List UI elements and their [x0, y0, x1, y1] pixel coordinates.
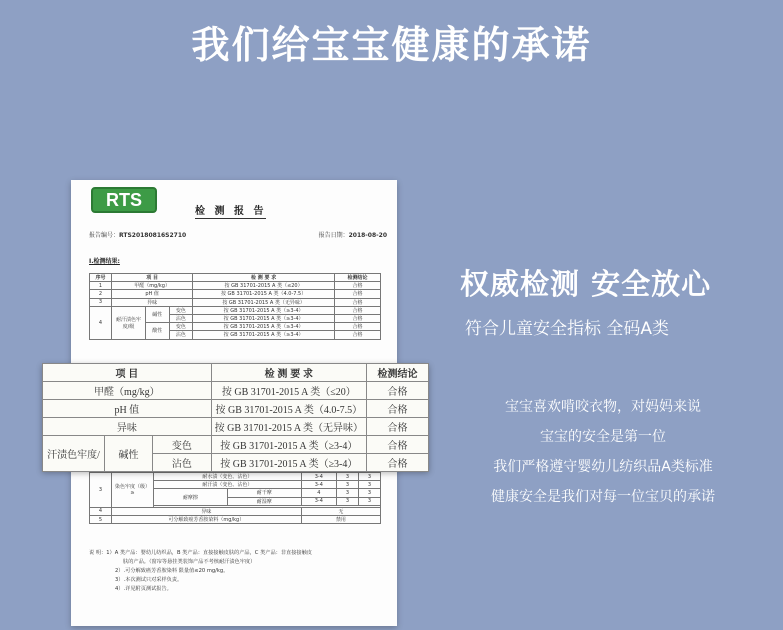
description-line: 健康安全是我们对每一位宝贝的承诺	[491, 489, 715, 505]
cell: 甲醛（mg/kg）	[112, 282, 193, 290]
cell: 异味	[43, 418, 212, 436]
table-row	[90, 290, 381, 298]
cell: 4	[301, 489, 336, 497]
cell: 按 GB 31701-2015 A 类（≥3-4）	[193, 314, 335, 322]
note-line: 3）.本次测试只对采样负责。	[115, 577, 183, 583]
report-date: 报告日期：2018-08-20	[318, 232, 387, 239]
cell: 汗渍色牢度/	[43, 436, 105, 472]
col-header: 检测结论	[335, 274, 381, 282]
cell: 3	[358, 497, 380, 505]
table-row	[90, 507, 381, 515]
cell: 染色牢度（级）≥	[112, 473, 154, 508]
cell: 耐干摩	[227, 489, 301, 497]
cell: 碱性	[105, 436, 153, 472]
report-title: 检 测 报 告	[195, 202, 266, 219]
cell: 酸性	[146, 323, 170, 339]
cell: 禁用	[301, 515, 380, 523]
description-line: 我们严格遵守婴幼儿纺织品A类标准	[493, 459, 713, 475]
note-line: 4）.详见附页测试报告。	[115, 586, 172, 592]
cell: 耐摩擦	[154, 489, 228, 505]
cell: 3	[90, 473, 112, 508]
table-row	[90, 515, 381, 523]
table-row	[90, 298, 381, 306]
cell: 4	[90, 507, 112, 515]
description-line: 宝宝喜欢啃咬衣物，对妈妈来说	[505, 399, 701, 415]
cell: 合格	[367, 418, 429, 436]
cell: 按 GB 31701-2015 A 类（≥3-4）	[193, 331, 335, 339]
cell: 无	[301, 507, 380, 515]
cell: 碱性	[146, 306, 170, 322]
zoomed-results-table	[42, 363, 429, 471]
table-row	[90, 282, 381, 290]
cell: 可分解致癌芳香胺染料（mg/kg）	[112, 515, 302, 523]
cell: pH 值	[43, 400, 212, 418]
cell: 3-4	[301, 481, 336, 489]
table-row	[43, 382, 429, 400]
results-table-top	[89, 273, 381, 340]
cell: 耐汗渍色牢度/级	[112, 306, 146, 339]
cell: 变色	[153, 436, 212, 454]
cell: 按 GB 31701-2015 A 类（4.0-7.5）	[193, 290, 335, 298]
note-line: 肤的产品。（窗帘等悬挂类装饰产品不考核耐汗渍色牢度）	[123, 559, 256, 565]
cell: 变色	[169, 323, 193, 331]
cell: 异味	[112, 298, 193, 306]
cell: 沾色	[169, 314, 193, 322]
zoom-table	[42, 363, 429, 472]
cell: 异味	[112, 507, 302, 515]
results-table-bottom	[89, 472, 381, 524]
cell: 按 GB 31701-2015 A 类（≤20）	[211, 382, 366, 400]
side-subtitle: 符合儿童安全指标 全码A类	[465, 319, 670, 339]
cell: 3	[337, 481, 359, 489]
cell: 按 GB 31701-2015 A 类（≥3-4）	[193, 306, 335, 314]
cell: 3	[358, 489, 380, 497]
cell: 沾色	[153, 454, 212, 472]
cell: 合格	[367, 400, 429, 418]
col-header: 项 目	[112, 274, 193, 282]
cell: 合格	[335, 290, 381, 298]
cell: 甲醛（mg/kg）	[43, 382, 212, 400]
cell: 3	[337, 489, 359, 497]
cell: 合格	[367, 436, 429, 454]
cell: pH 值	[112, 290, 193, 298]
table-row	[90, 473, 381, 481]
rts-logo: RTS	[91, 187, 157, 213]
note-line: 说 明：1）A 类产品：婴幼儿纺织品，B 类产品：直接接触皮肤的产品，C 类产品：非直接接触皮	[89, 550, 312, 556]
col-header: 检 测 要 求	[193, 274, 335, 282]
note-line: 2）.可分解致癌芳香胺染料 限量值≤20 mg/kg。	[115, 568, 229, 574]
cell: 2	[90, 290, 112, 298]
cell: 3	[358, 481, 380, 489]
cell: 合格	[367, 382, 429, 400]
page-headline: 我们给宝宝健康的承诺	[191, 23, 592, 67]
cell: 4	[90, 306, 112, 339]
cell: 合格	[335, 298, 381, 306]
report-number: 报告编号：RTS20180816S2710	[89, 232, 187, 239]
cell: 合格	[367, 454, 429, 472]
cell: 3-4	[301, 497, 336, 505]
table-row	[90, 306, 381, 314]
cell: 5	[90, 515, 112, 523]
cell: 按 GB 31701-2015 A 类（4.0-7.5）	[211, 400, 366, 418]
cell: 耐水渍（变色、沾色）	[154, 473, 302, 481]
table-row	[43, 400, 429, 418]
table-row	[43, 418, 429, 436]
cell: 合格	[335, 314, 381, 322]
table-header-row	[90, 274, 381, 282]
col-header: 检 测 要 求	[211, 364, 366, 382]
description-line: 宝宝的安全是第一位	[540, 429, 666, 445]
results-section-title: I.检测结果:	[89, 258, 120, 265]
report-notes	[89, 549, 389, 594]
side-description	[458, 392, 748, 512]
cell: 按 GB 31701-2015 A 类（≥3-4）	[211, 454, 366, 472]
cell: 合格	[335, 306, 381, 314]
cell: 耐湿摩	[227, 497, 301, 505]
cell: 3	[90, 298, 112, 306]
table-row	[43, 436, 429, 454]
col-header: 项 目	[43, 364, 212, 382]
cell: 耐汗渍（变色、沾色）	[154, 481, 302, 489]
cell: 沾色	[169, 331, 193, 339]
cell: 变色	[169, 306, 193, 314]
cell: 按 GB 31701-2015 A 类（≥3-4）	[193, 323, 335, 331]
side-title: 权威检测 安全放心	[460, 267, 712, 301]
cell: 3	[337, 497, 359, 505]
cell: 3	[337, 473, 359, 481]
cell: 3-4	[301, 473, 336, 481]
col-header: 检测结论	[367, 364, 429, 382]
col-header: 序号	[90, 274, 112, 282]
cell: 按 GB 31701-2015 A 类（≤20）	[193, 282, 335, 290]
cell: 按 GB 31701-2015 A 类（无异味）	[211, 418, 366, 436]
cell: 3	[358, 473, 380, 481]
table-header-row	[43, 364, 429, 382]
cell: 按 GB 31701-2015 A 类（无异味）	[193, 298, 335, 306]
cell: 合格	[335, 323, 381, 331]
cell: 合格	[335, 331, 381, 339]
cell: 按 GB 31701-2015 A 类（≥3-4）	[211, 436, 366, 454]
cell: 1	[90, 282, 112, 290]
cell: 合格	[335, 282, 381, 290]
